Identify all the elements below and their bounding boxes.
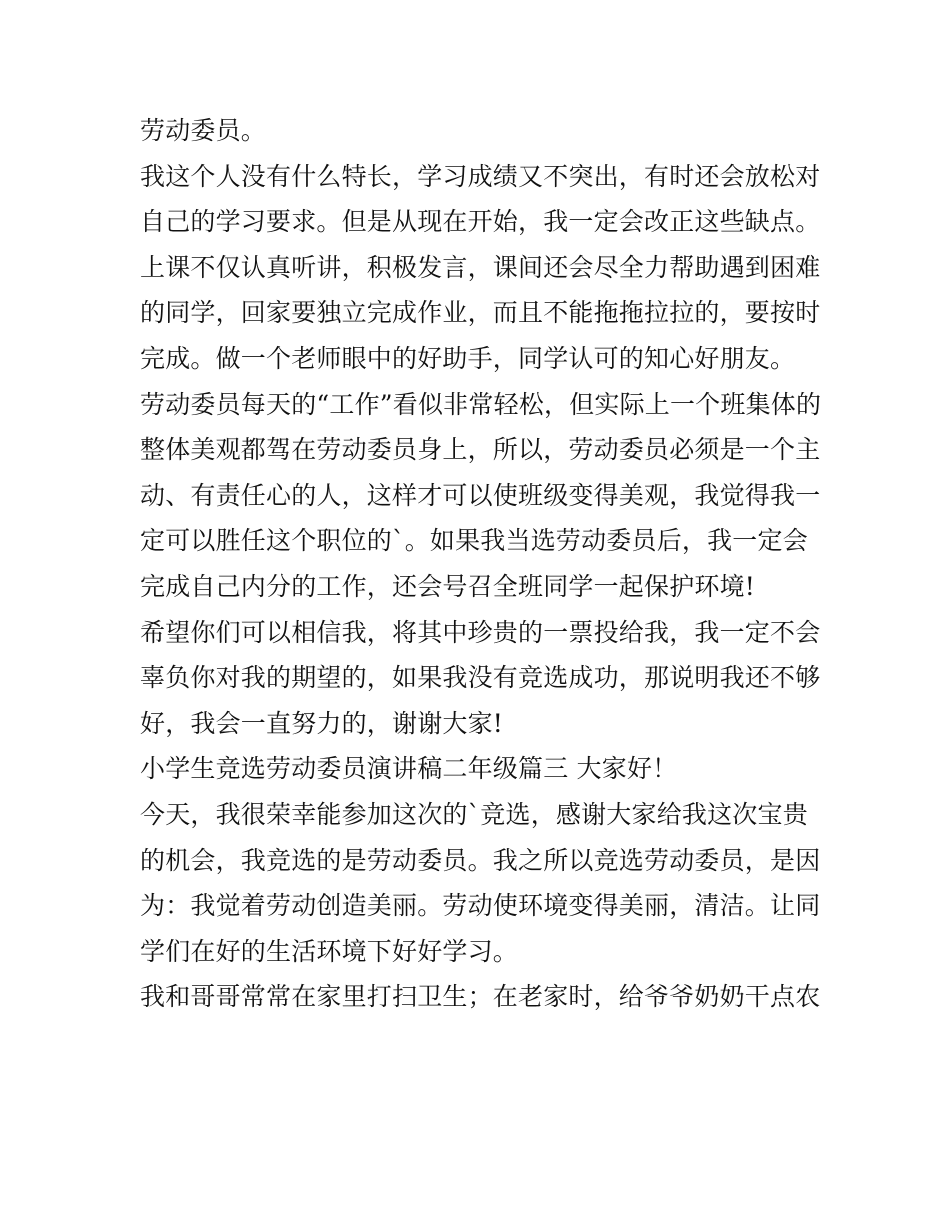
text-line: 我和哥哥常常在家里打扫卫生；在老家时，给爷爷奶奶干点农	[140, 982, 821, 1012]
text-line: 好，我会一直努力的，谢谢大家!	[140, 708, 504, 738]
text-line: 劳动委员。	[140, 116, 267, 145]
text-line: 学们在好的生活环境下好好学习。	[140, 936, 519, 966]
text-line: 动、有责任心的人，这样才可以使班级变得美观，我觉得我一	[140, 480, 821, 510]
text-line: 的同学，回家要独立完成作业，而且不能拖拖拉拉的，要按时	[140, 298, 821, 328]
text-line: 今天，我很荣幸能参加这次的`竞选，感谢大家给我这次宝贵	[140, 799, 808, 829]
text-line: 上课不仅认真听讲，积极发言，课间还会尽全力帮助遇到困难	[140, 252, 821, 282]
text-line: 完成。做一个老师眼中的好助手，同学认可的知心好朋友。	[140, 343, 796, 373]
text-line: 自己的学习要求。但是从现在开始，我一定会改正这些缺点。	[140, 207, 821, 237]
text-line: 劳动委员每天的“工作”看似非常轻松，但实际上一个班集体的	[140, 389, 822, 419]
text-line: 辜负你对我的期望的，如果我没有竞选成功，那说明我还不够	[140, 663, 821, 693]
text-line: 完成自己内分的工作，还会号召全班同学一起保护环境!	[140, 571, 756, 601]
text-line: 定可以胜任这个职位的`。如果我当选劳动委员后，我一定会	[140, 526, 808, 556]
text-line: 希望你们可以相信我，将其中珍贵的一票投给我，我一定不会	[140, 617, 821, 647]
text-line: 的机会，我竞选的是劳动委员。我之所以竞选劳动委员，是因	[140, 845, 821, 875]
text-line: 我这个人没有什么特长，学习成绩又不突出，有时还会放松对	[140, 161, 821, 191]
text-line: 小学生竞选劳动委员演讲稿二年级篇三 大家好！	[140, 754, 678, 784]
document-body	[140, 108, 820, 1020]
text-line: 为：我觉着劳动创造美丽。劳动使环境变得美丽，清洁。让同	[140, 891, 821, 921]
text-line: 整体美观都驾在劳动委员身上，所以，劳动委员必须是一个主	[140, 435, 821, 465]
